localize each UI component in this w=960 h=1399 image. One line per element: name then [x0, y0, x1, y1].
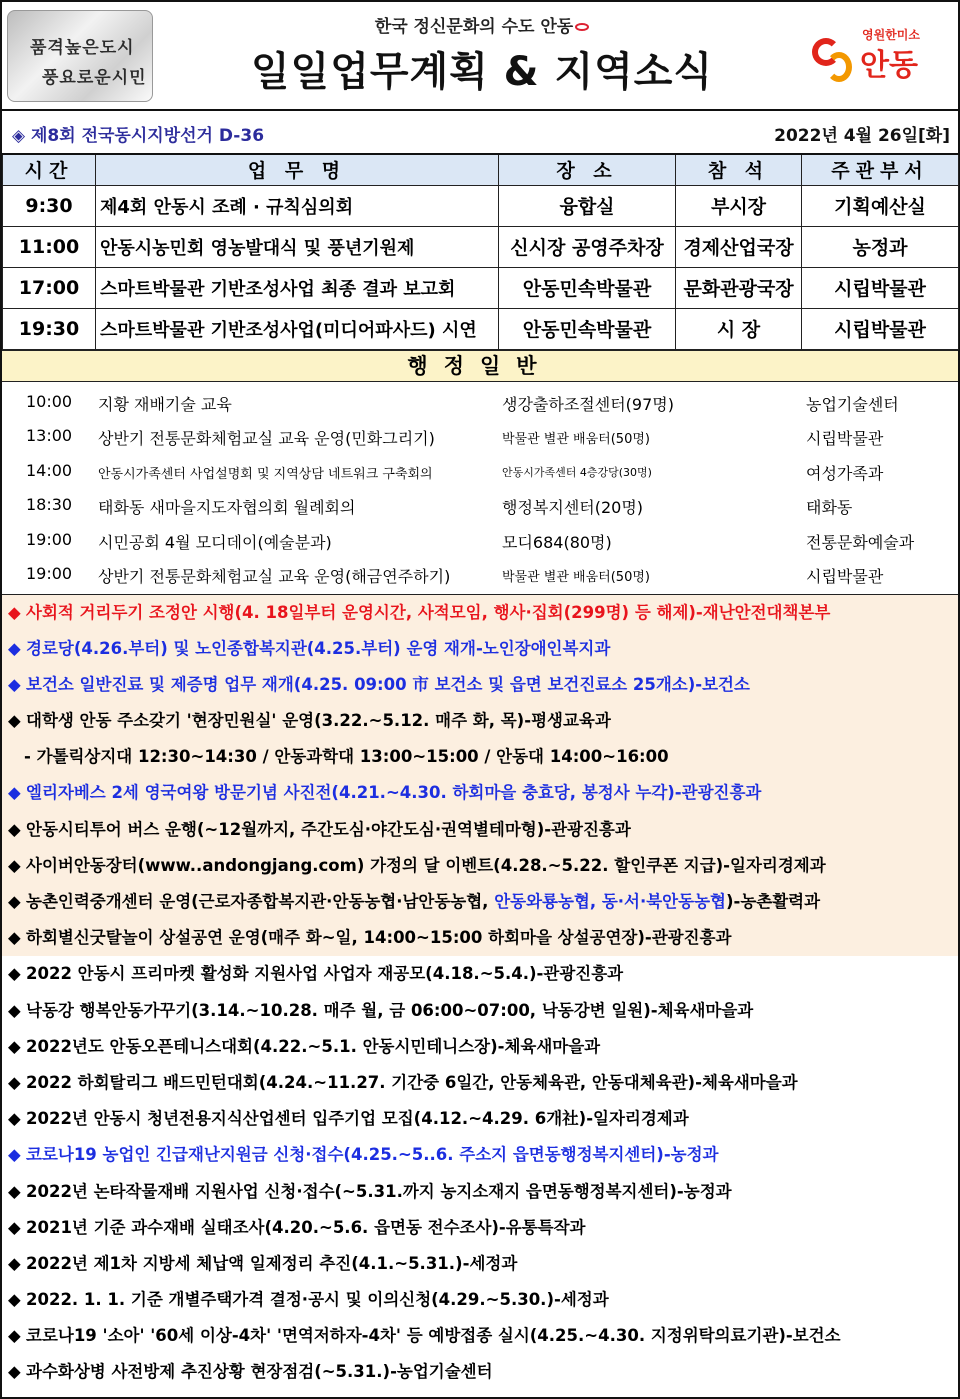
list-item: [2, 1174, 958, 1210]
news-text: 농촌인력중개센터 운영(근로자종합복지관·안동농협·남안동농협,: [26, 892, 495, 911]
list-item: [2, 667, 958, 703]
list-item: [2, 631, 958, 667]
row-task: 스마트박물관 기반조성사업 최종 결과 보고회: [96, 267, 499, 308]
list-item: [2, 384, 958, 419]
diamond-bullet-icon: ◆: [8, 892, 21, 911]
table-row: [3, 308, 959, 349]
diamond-bullet-icon: ◆: [8, 1145, 21, 1165]
admin-section-title: 행정일반: [2, 350, 958, 382]
news-text: 안동시티투어 버스 운행(~12월까지, 주간도심·야간도심·권역별테마형)-관광진흥과: [26, 819, 631, 839]
news-text: 사회적 거리두기 조정안 시행(4. 18일부터 운영시간, 사적모임, 행사·집회(299명) 등 해제)-재난안전대책본부: [26, 602, 831, 622]
admin-time: 10:00: [26, 391, 73, 411]
row-attendee: 시 장: [676, 308, 802, 349]
admin-desc: 안동시가족센터 사업설명회 및 지역상담 네트워크 구축회의: [98, 466, 433, 482]
admin-dept: 시립박물관: [806, 429, 884, 449]
list-item: [2, 1029, 958, 1065]
local-news-list: [2, 595, 958, 1391]
admin-list: [2, 382, 958, 595]
list-item: [2, 848, 958, 884]
admin-time: 19:00: [26, 529, 73, 549]
list-item: [2, 1246, 958, 1282]
news-text: 2022년 안동시 청년전용지식산업센터 입주기업 모집(4.12.~4.29. 6개社)-일자리경제과: [26, 1109, 689, 1129]
row-dept: 기획예산실: [802, 185, 959, 226]
admin-desc: 태화동 새마을지도자협의회 월례회의: [98, 498, 356, 518]
list-item: [2, 487, 958, 522]
news-text: 보건소 일반진료 및 제증명 업무 재개(4.25. 09:00 市 보건소 및 읍면 보건진료소 25개소)-보건소: [26, 674, 750, 694]
diamond-bullet-icon: ◆: [8, 638, 21, 658]
admin-dept: 농업기술센터: [806, 394, 899, 414]
row-place: 안동민속박물관: [499, 267, 676, 308]
list-item: [2, 1210, 958, 1246]
news-text: 대학생 안동 주소갖기 '현장민원실' 운영(3.22.~5.12. 매주 화, 목)-평생교육과: [26, 711, 611, 731]
row-time: 9:30: [3, 185, 96, 226]
news-text-tail: )-농촌활력과: [725, 892, 821, 911]
list-item: [2, 418, 958, 453]
admin-dept: 여성가족과: [806, 463, 884, 483]
diamond-bullet-icon: ◆: [8, 1036, 21, 1056]
diamond-bullet-icon: ◆: [8, 1109, 21, 1129]
news-text: 2022년 제1차 지방세 체납액 일제정리 추진(4.1.~5.31.)-세정과: [26, 1253, 518, 1273]
admin-place: 모디684(80명): [502, 532, 612, 552]
row-attendee: 경제산업국장: [676, 226, 802, 267]
row-attendee: 부시장: [676, 185, 802, 226]
andong-logo: [804, 20, 944, 92]
news-text: 엘리자베스 2세 영국여왕 방문기념 사진전(4.21.~4.30. 하회마을 충효당, 봉정사 누각)-관광진흥과: [26, 783, 762, 803]
schedule-table: [2, 155, 959, 350]
row-task: 스마트박물관 기반조성사업(미디어파사드) 시연: [96, 308, 499, 349]
list-item: [2, 595, 958, 631]
andong-symbol-icon: [812, 32, 852, 88]
row-place: 신시장 공영주차장: [499, 226, 676, 267]
list-item: [2, 993, 958, 1029]
smile-mark-icon: [575, 23, 589, 31]
list-item: [2, 1282, 958, 1318]
diamond-bullet-icon: ◆: [8, 602, 21, 622]
news-text: 과수화상병 사전방제 추진상황 현장점검(~5.31.)-농업기술센터: [26, 1362, 493, 1382]
news-text: 2022년 논타작물재배 지원사업 신청·접수(~5.31.까지 농지소재지 읍면동행정복지센터)-농정과: [26, 1181, 732, 1201]
admin-desc: 상반기 전통문화체험교실 교육 운영(민화그리기): [98, 429, 435, 449]
slogan-line-1: 품격높은도시: [30, 38, 135, 58]
admin-place: 박물관 별관 배움터(50명): [502, 432, 650, 448]
diamond-bullet-icon: ◆: [8, 1072, 21, 1092]
admin-desc: 시민공회 4월 모디데이(예술분과): [98, 532, 332, 552]
row-time: 11:00: [3, 226, 96, 267]
row-task: 안동시농민회 영농발대식 및 풍년기원제: [96, 226, 499, 267]
news-text: 2022 하회탈리그 배드민턴대회(4.24.~11.27. 기간중 6일간, 안동체육관, 안동대체육관)-체육새마을과: [26, 1072, 798, 1092]
diamond-bullet-icon: ◆: [8, 964, 21, 984]
news-text: 2021년 기준 과수재배 실태조사(4.20.~5.6. 읍면동 전수조사)-유통특작과: [26, 1217, 586, 1237]
diamond-bullet-icon: ◆: [8, 1217, 21, 1237]
row-dept: 농정과: [802, 226, 959, 267]
diamond-bullet-icon: ◆: [8, 711, 21, 731]
diamond-bullet-icon: ◆: [8, 1253, 21, 1273]
slogan-line-2: 풍요로운시민: [42, 68, 147, 88]
list-item: [2, 956, 958, 992]
diamond-bullet-icon: ◆: [8, 819, 21, 839]
list-item: [2, 522, 958, 557]
table-row: [3, 267, 959, 308]
row-time: 19:30: [3, 308, 96, 349]
subheader: [2, 111, 958, 155]
logo-tagline: 영원한미소: [862, 28, 920, 42]
list-item: [2, 556, 958, 591]
list-item: [2, 453, 958, 488]
news-text-highlight: 안동와룡농협, 동·서·북안동농협: [494, 892, 726, 911]
admin-dept: 태화동: [806, 498, 853, 518]
admin-place: 행정복지센터(20명): [502, 498, 644, 518]
list-item: [2, 775, 958, 811]
row-place: 융합실: [499, 185, 676, 226]
row-attendee: 문화관광국장: [676, 267, 802, 308]
news-text: 경로당(4.26.부터) 및 노인종합복지관(4.25.부터) 운영 재개-노인장애인복지과: [26, 638, 611, 658]
admin-place: 생강출하조절센터(97명): [502, 394, 674, 414]
list-item: [2, 1318, 958, 1354]
admin-time: 14:00: [26, 460, 73, 480]
news-text: - 가톨릭상지대 12:30~14:30 / 안동과학대 13:00~15:00 / 안동대 14:00~16:00: [24, 747, 669, 767]
diamond-bullet-icon: ◆: [8, 674, 21, 694]
list-item: [2, 920, 958, 956]
admin-dept: 시립박물관: [806, 567, 884, 587]
news-text: 낙동강 행복안동가꾸기(3.14.~10.28. 매주 월, 금 06:00~07:00, 낙동강변 일원)-체육새마을과: [26, 1000, 754, 1020]
admin-time: 19:00: [26, 564, 73, 584]
col-header-place: 장 소: [499, 155, 676, 185]
table-row: [3, 185, 959, 226]
list-item: [2, 812, 958, 848]
admin-time: 18:30: [26, 495, 73, 515]
list-item: [2, 1354, 958, 1390]
news-text: 코로나19 농업인 긴급재난지원금 신청·접수(4.25.~5..6. 주소지 읍면동행정복지센터)-농정과: [26, 1145, 719, 1165]
list-item: [2, 739, 958, 775]
col-header-dept: 주관부서: [802, 155, 959, 185]
admin-place: 안동시가족센터 4층강당(30명): [502, 465, 652, 479]
table-row: [3, 226, 959, 267]
list-item: [2, 1101, 958, 1137]
news-text: 코로나19 '소아' '60세 이상-4차' '면역저하자-4차' 등 예방접종 실시(4.25.~4.30. 지정위탁의료기관)-보건소: [26, 1326, 841, 1346]
report-date: 2022년 4월 26일[화]: [774, 126, 950, 146]
col-header-task: 업 무 명: [96, 155, 499, 185]
diamond-bullet-icon: ◆: [8, 1290, 21, 1310]
news-text: 2022 안동시 프리마켓 활성화 지원사업 사업자 재공모(4.18.~5.4.)-관광진흥과: [26, 964, 624, 984]
diamond-bullet-icon: ◆: [8, 1000, 21, 1020]
page-title: 일일업무계획 & 지역소식: [250, 49, 714, 95]
col-header-time: 시간: [3, 155, 96, 185]
diamond-bullet-icon: ◆: [8, 1181, 21, 1201]
news-text: 사이버안동장터(www..andongjang.com) 가정의 달 이벤트(4.28.~5.22. 할인쿠폰 지급)-일자리경제과: [26, 855, 826, 875]
list-item: [2, 1137, 958, 1173]
admin-desc: 상반기 전통문화체험교실 교육 운영(해금연주하기): [98, 567, 451, 587]
row-dept: 시립박물관: [802, 267, 959, 308]
page-header: [2, 2, 958, 111]
diamond-bullet-icon: ◆: [8, 855, 21, 875]
kicker-text: 한국 정신문화의 수도 안동: [374, 17, 574, 37]
col-header-attendee: 참 석: [676, 155, 802, 185]
list-item: [2, 884, 958, 920]
row-place: 안동민속박물관: [499, 308, 676, 349]
election-countdown: ◈ 제8회 전국동시지방선거 D-36: [12, 126, 265, 146]
schedule-header-row: [3, 155, 959, 185]
row-dept: 시립박물관: [802, 308, 959, 349]
admin-place: 박물관 별관 배움터(50명): [502, 570, 650, 586]
logo-name: 안동: [860, 48, 918, 83]
diamond-bullet-icon: ◆: [8, 1362, 21, 1382]
admin-desc: 지황 재배기술 교육: [98, 394, 232, 414]
row-time: 17:00: [3, 267, 96, 308]
list-item: [2, 703, 958, 739]
news-text: 2022년도 안동오픈테니스대회(4.22.~5.1. 안동시민테니스장)-체육새마을과: [26, 1036, 601, 1056]
diamond-bullet-icon: ◆: [8, 783, 21, 803]
news-text: 2022. 1. 1. 기준 개별주택가격 결정·공시 및 이의신청(4.29.~5.30.)-세정과: [26, 1290, 609, 1310]
diamond-bullet-icon: ◆: [8, 1326, 21, 1346]
admin-time: 13:00: [26, 426, 73, 446]
news-text: 하회별신굿탈놀이 상설공연 운영(매주 화~일, 14:00~15:00 하회마을 상설공연장)-관광진흥과: [26, 928, 732, 948]
admin-dept: 전통문화예술과: [806, 532, 915, 552]
diamond-bullet-icon: ◆: [8, 928, 21, 948]
list-item: [2, 1065, 958, 1101]
row-task: 제4회 안동시 조례 · 규칙심의회: [96, 185, 499, 226]
